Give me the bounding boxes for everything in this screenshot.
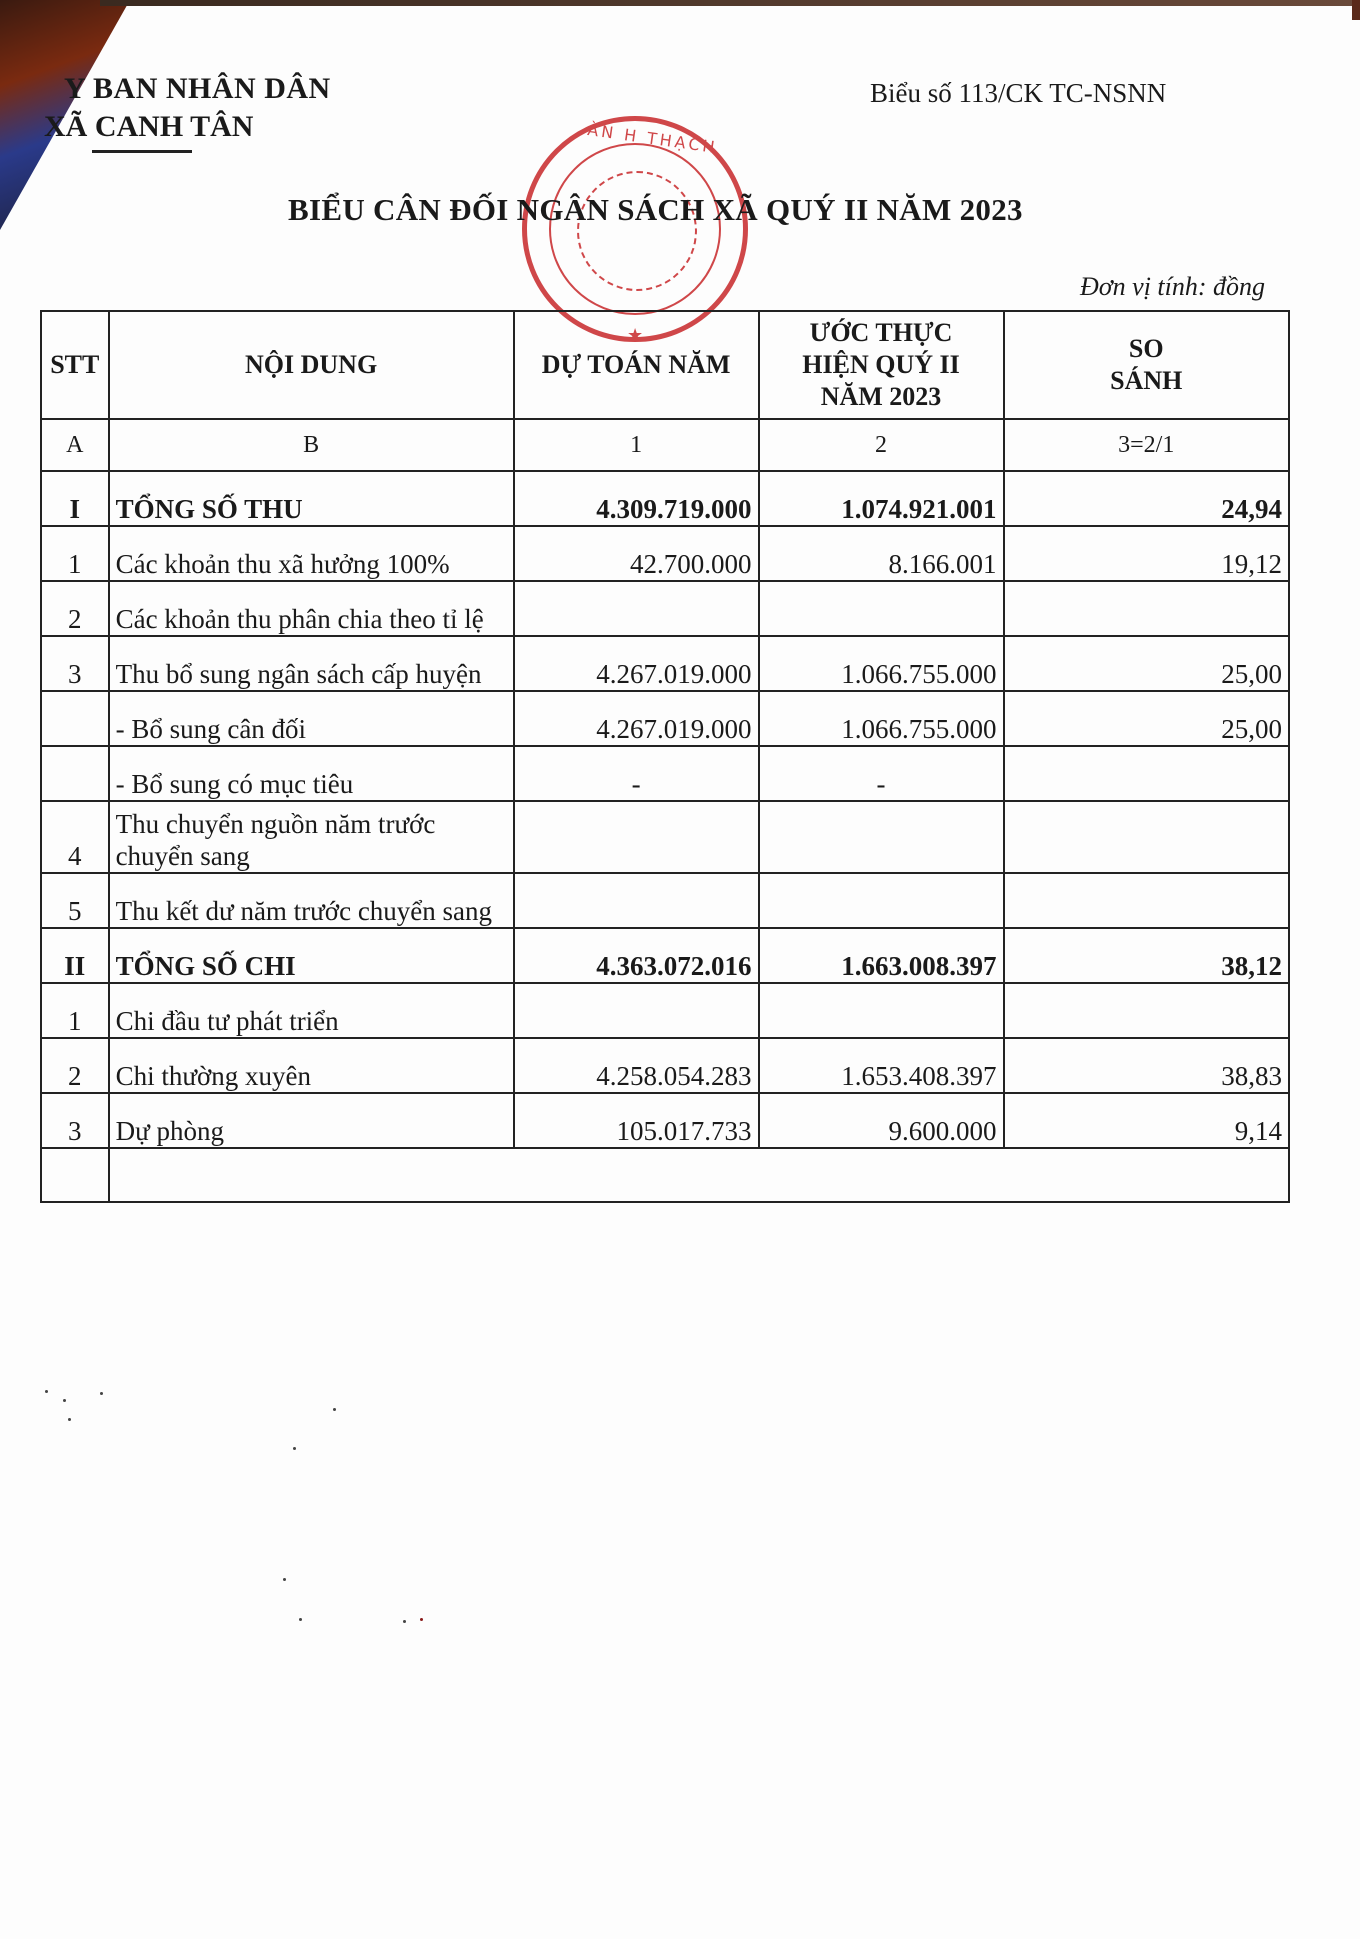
scan-speck — [283, 1578, 286, 1581]
form-number: Biểu số 113/CK TC-NSNN — [870, 78, 1167, 108]
red-seal-stamp — [522, 116, 748, 345]
budget-table — [40, 310, 1290, 1203]
scan-speck — [333, 1408, 336, 1411]
table-row-total-revenue: I TỔNG SỐ THU 4.309.719.000 1.074.921.001 24,94 — [41, 471, 1289, 526]
table-row: 1 Chi đầu tư phát triển — [41, 983, 1289, 1038]
column-code: 2 — [759, 419, 1004, 471]
table-row: 3 Thu bổ sung ngân sách cấp huyện 4.267.019.000 1.066.755.000 25,00 — [41, 636, 1289, 691]
commune-underline — [92, 150, 192, 153]
table-row: 1 Các khoản thu xã hưởng 100% 42.700.000 8.166.001 19,12 — [41, 526, 1289, 581]
scan-speck — [63, 1399, 66, 1402]
column-header-plan: DỰ TOÁN NĂM — [514, 311, 759, 419]
table-row: 2 Các khoản thu phân chia theo tỉ lệ — [41, 581, 1289, 636]
table-row: - Bổ sung có mục tiêu - - — [41, 746, 1289, 801]
national-emblem-icon — [577, 171, 697, 291]
scan-speck — [293, 1447, 296, 1450]
column-header-content: NỘI DUNG — [109, 311, 514, 419]
table-row: 3 Dự phòng 105.017.733 9.600.000 9,14 — [41, 1093, 1289, 1148]
table-header-row — [41, 311, 1289, 419]
column-code: A — [41, 419, 109, 471]
scan-speck — [45, 1390, 48, 1393]
table-row: - Bổ sung cân đối 4.267.019.000 1.066.755.000 25,00 — [41, 691, 1289, 746]
column-code: 1 — [514, 419, 759, 471]
table-row-empty — [41, 1148, 1289, 1202]
column-code: B — [109, 419, 514, 471]
column-code-row — [41, 419, 1289, 471]
scan-speck — [420, 1618, 423, 1621]
table-row: 5 Thu kết dư năm trước chuyển sang — [41, 873, 1289, 928]
scan-speck — [100, 1392, 103, 1395]
column-header-actual: ƯỚC THỰC HIỆN QUÝ II NĂM 2023 — [759, 311, 1004, 419]
table-row: 4 Thu chuyển nguồn năm trước chuyển sang — [41, 801, 1289, 873]
column-code: 3=2/1 — [1004, 419, 1290, 471]
scan-speck — [68, 1418, 71, 1421]
table-row: 2 Chi thường xuyên 4.258.054.283 1.653.408.397 38,83 — [41, 1038, 1289, 1093]
scan-speck — [403, 1620, 406, 1623]
star-icon: ★ — [627, 325, 644, 345]
photo-background-top — [100, 0, 1360, 6]
column-header-stt: STT — [41, 311, 109, 419]
unit-label: Đơn vị tính: đồng — [1080, 272, 1266, 301]
column-header-compare: SO SÁNH — [1004, 311, 1290, 419]
organization-name: Y BAN NHÂN DÂN — [64, 72, 331, 105]
photo-background-right — [1352, 0, 1360, 20]
scan-speck — [299, 1618, 302, 1621]
table-row-total-expenditure: II TỔNG SỐ CHI 4.363.072.016 1.663.008.397 38,12 — [41, 928, 1289, 983]
seal-text: ÀN H THẠCH — [586, 119, 719, 158]
document-title: BIỂU CÂN ĐỐI NGÂN SÁCH XÃ QUÝ II NĂM 2023 — [288, 192, 1023, 227]
commune-name: XÃ CANH TÂN — [44, 110, 254, 143]
